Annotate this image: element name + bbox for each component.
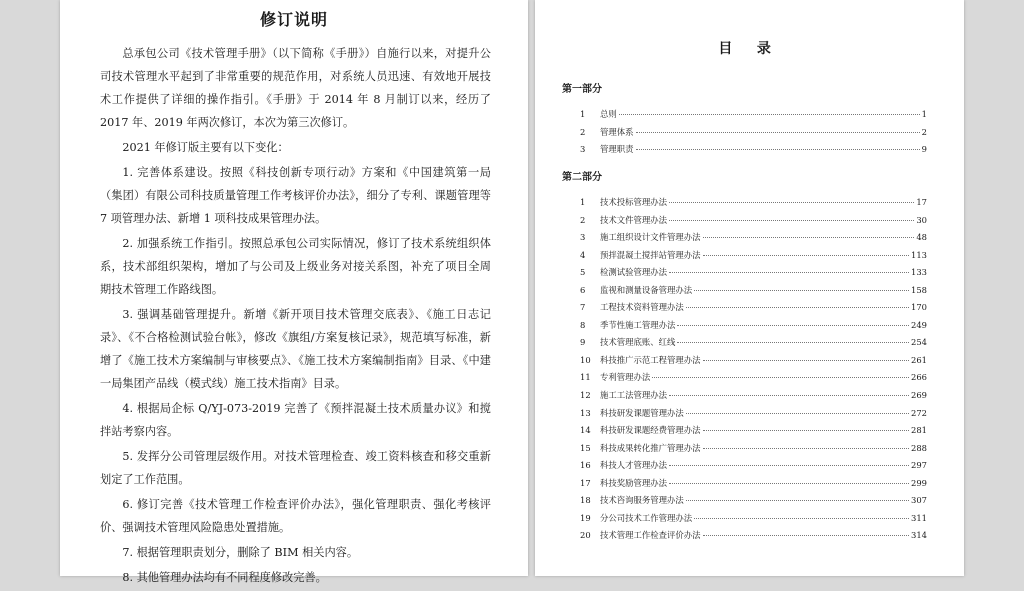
toc-entry-title: 检测试验管理办法 [600, 267, 667, 278]
toc-entry-number: 10 [580, 354, 591, 365]
toc-entry[interactable] [580, 494, 927, 512]
toc-entry-page: 288 [911, 442, 927, 453]
toc-entry-number: 17 [580, 477, 591, 488]
paragraph: 2021 年修订版主要有以下变化： [122, 141, 289, 154]
toc-entry-number: 12 [580, 390, 591, 401]
paragraph: 7. 根据管理职责划分，删除了 BIM 相关内容。 [122, 546, 359, 559]
toc-entry-number: 8 [580, 319, 586, 330]
dot-leader [703, 237, 915, 238]
toc-entry-page: 9 [921, 144, 927, 155]
paragraph: 总承包公司《技术管理手册》（以下简称《手册》）自施行以来，对提升公司技术管理水平起到了非常重要的规范作用，对系统人员迅速、有效地开展技术工作提供了详细的操作指引。《手册》于 2014 年 8 月制订以来，经历了 2017 年、2019 年两次修订，本次为第三次修订。 [100, 47, 491, 129]
toc-entry-page: 299 [911, 477, 927, 488]
dot-leader [703, 255, 910, 256]
paragraph: 8. 其他管理办法均有不同程度修改完善。 [122, 571, 327, 584]
toc-entry-page: 48 [916, 232, 927, 243]
dot-leader [694, 518, 909, 519]
toc-entry[interactable] [580, 336, 927, 354]
dot-leader [686, 500, 909, 501]
page-title: 修订说明 [259, 10, 328, 29]
toc-entry-page: 281 [911, 425, 927, 436]
toc-entry-title: 施工工法管理办法 [600, 390, 667, 401]
toc-entry[interactable] [580, 354, 927, 372]
toc-entry[interactable] [580, 301, 927, 319]
dot-leader [669, 483, 909, 484]
paragraph: 3. 强调基础管理提升。新增《新开项目技术管理交底表》、《施工日志记录》、《不合格检测试验台帐》，修改《旗组/方案复核记录》，规范填写标准，新增了《施工技术方案编制与审核要点》、《施工技术方案编制指南》目录、《中建一局集团产品线（模式线）施工技术指南》目录。 [100, 308, 491, 390]
toc-entry-title: 技术投标管理办法 [600, 197, 667, 207]
dot-leader [636, 132, 920, 133]
toc-entry-number: 11 [580, 372, 591, 383]
toc-entry-title: 科技研发课题经费管理办法 [600, 425, 701, 436]
revision-body [100, 42, 491, 591]
toc-entry-page: 17 [916, 197, 927, 207]
toc-entry-number: 3 [580, 232, 586, 243]
toc-entry-page: 254 [911, 337, 927, 348]
toc-entry-title: 科技人才管理办法 [600, 460, 667, 471]
toc-entry[interactable] [580, 371, 927, 389]
toc-entry-number: 7 [580, 302, 586, 313]
toc-entry-page: 297 [911, 460, 927, 471]
toc-entry-title: 科技推广示范工程管理办法 [600, 354, 701, 365]
toc-entry-title: 科技奖励管理办法 [600, 477, 667, 488]
dot-leader [686, 413, 909, 414]
toc-entry[interactable] [580, 529, 927, 547]
toc-title: 目 录 [718, 41, 781, 57]
toc-entry[interactable] [580, 459, 927, 477]
toc-entry-number: 4 [580, 249, 586, 260]
dot-leader [619, 114, 920, 115]
toc-entry-number: 14 [580, 425, 591, 436]
dot-leader [703, 448, 910, 449]
toc-entry[interactable] [580, 477, 927, 495]
toc-entry[interactable] [580, 143, 927, 161]
toc-entry-title: 预拌混凝土搅拌站管理办法 [600, 249, 701, 260]
toc-entry-page: 311 [911, 512, 927, 523]
toc-entry-number: 18 [580, 495, 591, 506]
toc-entry-title: 季节性施工管理办法 [600, 319, 676, 330]
dot-leader [669, 202, 914, 203]
toc-entry-number: 20 [580, 530, 591, 541]
toc-entry-page: 158 [911, 284, 927, 295]
toc-entry-title: 管理体系 [600, 126, 634, 137]
toc-entry-title: 技术管理工作检查评价办法 [600, 530, 701, 541]
part-one-title: 第一部分 [562, 84, 602, 95]
toc-entry-title: 工程技术资料管理办法 [600, 302, 684, 313]
toc-entry-number: 19 [580, 512, 591, 523]
toc-entry-page: 170 [911, 302, 927, 313]
toc-entry[interactable] [580, 249, 927, 267]
dot-leader [686, 307, 909, 308]
toc-entry-number: 15 [580, 442, 591, 453]
toc-entry-title: 管理职责 [600, 144, 634, 155]
part-two-title: 第二部分 [562, 172, 602, 183]
dot-leader [677, 342, 909, 343]
paragraph: 6. 修订完善《技术管理工作检查评价办法》，强化管理职责、强化考核评价、强调技术管理风险隐患处置措施。 [100, 498, 491, 534]
toc-list-part-one [580, 108, 927, 161]
toc-entry-number: 16 [580, 460, 591, 471]
toc-entry-page: 1 [921, 109, 927, 119]
toc-list-part-two [580, 196, 927, 547]
toc-entry-page: 133 [911, 267, 927, 278]
toc-entry-page: 266 [911, 372, 927, 383]
toc-entry[interactable] [580, 512, 927, 530]
toc-entry-page: 261 [911, 354, 927, 365]
toc-entry-page: 269 [911, 390, 927, 401]
dot-leader [636, 149, 920, 150]
toc-entry-number: 2 [580, 214, 586, 225]
toc-entry[interactable] [580, 389, 927, 407]
toc-entry-page: 272 [911, 407, 927, 418]
toc-entry[interactable] [580, 126, 927, 144]
toc-entry-number: 3 [580, 144, 586, 155]
dot-leader [669, 465, 909, 466]
toc-entry-page: 2 [921, 126, 927, 137]
toc-entry-title: 分公司技术工作管理办法 [600, 512, 693, 523]
dot-leader [652, 377, 909, 378]
dot-leader [677, 325, 909, 326]
dot-leader [669, 220, 914, 221]
toc-entry-title: 科技成果转化推广管理办法 [600, 442, 701, 453]
toc-entry-number: 1 [580, 197, 586, 207]
toc-entry-number: 13 [580, 407, 591, 418]
paragraph: 1. 完善体系建设。按照《科技创新专项行动》方案和《中国建筑第一局（集团）有限公司科技质量管理工作考核评价办法》，细分了专利、课题管理等 7 项管理办法、新增 1 项科技成果管理办法。 [100, 166, 491, 225]
toc-entry-page: 113 [911, 249, 927, 260]
toc-entry-number: 1 [580, 109, 586, 119]
toc-entry-title: 科技研发课题管理办法 [600, 407, 684, 418]
dot-leader [703, 430, 910, 431]
toc-entry[interactable] [580, 231, 927, 249]
toc-entry-title: 技术文件管理办法 [600, 214, 667, 225]
revision-notes-page [60, 0, 528, 584]
toc-entry-title: 专利管理办法 [600, 372, 651, 383]
paragraph: 4. 根据局企标 Q/YJ-073-2019 完善了《预拌混凝土技术质量办议》和搅拌站考察内容。 [100, 402, 491, 438]
dot-leader [694, 290, 909, 291]
toc-entry-page: 307 [911, 495, 927, 506]
dot-leader [703, 535, 910, 536]
toc-entry-title: 总则 [600, 109, 617, 119]
dot-leader [669, 272, 909, 273]
toc-entry[interactable] [580, 284, 927, 302]
toc-entry-page: 314 [911, 530, 927, 541]
toc-entry[interactable] [580, 196, 927, 214]
toc-entry-title: 技术管理底账、红线 [600, 337, 676, 348]
toc-entry[interactable] [580, 319, 927, 337]
toc-entry[interactable] [580, 442, 927, 460]
dot-leader [669, 395, 909, 396]
paragraph: 5. 发挥分公司管理层级作用。对技术管理检查、竣工资料核查和移交重新划定了工作范围。 [100, 450, 491, 486]
toc-entry-number: 5 [580, 267, 586, 278]
toc-entry-title: 施工组织设计文件管理办法 [600, 232, 701, 243]
dot-leader [703, 360, 910, 361]
toc-entry-page: 249 [911, 319, 927, 330]
toc-entry-page: 30 [916, 214, 927, 225]
toc-entry-number: 2 [580, 126, 586, 137]
paragraph: 2. 加强系统工作指引。按照总承包公司实际情况，修订了技术系统组织体系，技术部组织架构，增加了与公司及上级业务对接关系图，补充了项目全周期技术管理工作路线图。 [100, 237, 491, 296]
toc-entry-title: 技术咨询服务管理办法 [600, 495, 684, 506]
toc-entry-title: 监视和测量设备管理办法 [600, 284, 693, 295]
toc-entry-number: 6 [580, 284, 586, 295]
toc-entry[interactable] [580, 214, 927, 232]
toc-entry[interactable] [580, 266, 927, 284]
toc-entry[interactable] [580, 407, 927, 425]
toc-entry[interactable] [580, 424, 927, 442]
toc-entry-number: 9 [580, 337, 586, 348]
toc-entry[interactable] [580, 108, 927, 126]
table-of-contents-page [535, 0, 964, 576]
